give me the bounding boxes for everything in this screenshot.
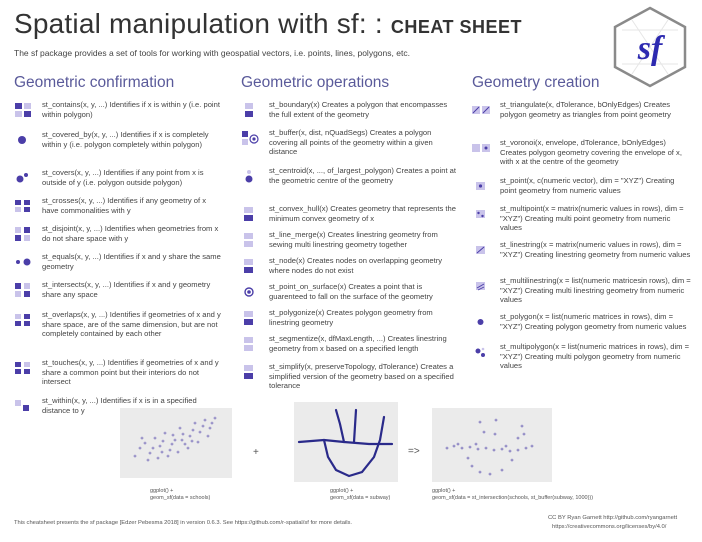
equals-icon [14,254,32,270]
caption-line: ggplot() + [330,488,354,494]
page-subtitle: The sf package provides a set of tools for working with geospatial vectors, i.e. points, lines, polygons, etc. [14,48,410,58]
footer-right-license: CC BY Ryan Garnett http://github.com/ryangarnett [548,515,678,521]
polygon-icon [472,314,490,330]
item-text: st_touches(x, y, ...) Identifies if geometries of x and y share a common point but their interiors do not intersect [42,358,219,387]
list-item [241,166,459,185]
list-item [14,100,222,119]
item-text: st_convex_hull(x) Creates geometry that represents the minimum convex geometry of x [269,204,456,223]
sf-hex-logo [612,6,688,88]
triangulate-icon [472,102,490,118]
list-item [472,312,692,331]
item-text: st_multipoint(x = matrix(numeric values in rows), dim = "XYZ") Creating multi point geometry from numeric values [500,204,684,233]
footer-left: This cheatsheet presents the sf package [Edzer Pebesma 2018] in version 0.6.3. See https://github.com/r-spatial/sf for more details. [14,520,353,526]
crosses-icon [14,198,32,214]
item-text: st_polygon(x = list(numeric matrices in rows), dim = "XYZ") Creating polygon geometry from numeric values [500,312,687,331]
multipolygon-icon [472,344,490,360]
item-text: st_voronoi(x, envelope, dTolerance, bOnlyEdges) Creates polygon geometry covering the envelope of x, with x at the centre of the geometry [500,138,682,167]
caption-line: ggplot() + [150,488,174,494]
list-item [472,240,692,259]
item-text: st_linestring(x = matrix(numeric values in rows), dim = "XYZ") Creating linestring geometry from numeric values [500,240,691,259]
disjoint-icon [14,226,32,242]
item-text: st_triangulate(x, dTolerance, bOnlyEdges) Creates polygon geometry as triangles from point geometry [500,100,671,119]
list-item [14,280,222,299]
caption-line: ggplot() + [432,488,456,494]
list-item [241,362,459,391]
segmentize-icon [241,336,259,352]
list-item [241,256,459,275]
boundary-icon [241,102,259,118]
list-item [14,358,222,387]
list-item [241,282,459,301]
item-text: st_covered_by(x, y, ...) Identifies if x is completely within y (i.e. polygon completely within polygon) [42,130,209,149]
multilinestring-icon [472,278,490,294]
list-item [472,138,692,167]
schools-points-graphic [120,408,232,478]
schools-caption [150,488,210,501]
node-icon [241,258,259,274]
centroid-icon [241,168,259,184]
intersection-plot [432,408,552,482]
page-title [14,8,522,40]
list-item [472,276,692,305]
heading-geometric-confirmation: Geometric confirmation [14,74,175,91]
item-text: st_multilinestring(x = list(numeric matricesin rows), dim = "XYZ") Creating multi linestring geometry from numeric values [500,276,691,305]
item-text: st_buffer(x, dist, nQuadSegs) Creates a polygon covering all points of the geometry within a given distance [269,128,433,157]
touches-icon [14,360,32,376]
intersection-caption [432,488,593,501]
item-text: st_contains(x, y, ...) Identifies if x is within y (i.e. point within polygon) [42,100,220,119]
overlaps-icon [14,312,32,328]
logo-text: sf [637,30,663,67]
line-merge-icon [241,232,259,248]
caption-line: geom_sf(data = schools) [150,494,211,501]
simplify-icon [241,364,259,380]
list-item [14,252,222,271]
within-icon [14,398,32,414]
subway-caption [330,488,390,501]
linestring-icon [472,242,490,258]
subway-lines-graphic [294,402,398,482]
item-text: st_centroid(x, ..., of_largest_polygon) Creates a point at the geometric centre of the geometry [269,166,456,185]
item-text: st_point(x, c(numeric vector), dim = "XYZ") Creating point geometry from numeric values [500,176,675,195]
title-main: Spatial manipulation with sf: : [14,8,383,39]
list-item [472,176,692,195]
item-text: st_intersects(x, y, ...) Identifies if x and y geometry share any space [42,280,211,299]
point-on-surface-icon [241,284,259,300]
arrow-sign: => [408,446,420,457]
footer-right-url: https://creativecommons.org/licenses/by/4.0/ [552,524,667,530]
item-text: st_disjoint(x, y, ...) Identifies when geometries from x do not share space with y [42,224,219,243]
list-item [14,130,222,149]
list-item [14,196,222,215]
contains-icon [14,102,32,118]
list-item [14,168,222,187]
voronoi-icon [472,140,490,156]
intersection-points-graphic [432,408,552,482]
list-item [241,334,459,353]
subway-plot [294,402,398,482]
list-item [241,204,459,223]
plus-sign: + [253,447,259,458]
item-text: st_segmentize(x, dfMaxLength, ...) Creates linestring geometry from x based on a specified length [269,334,447,353]
list-item [472,100,692,119]
point-icon [472,178,490,194]
item-text: st_equals(x, y, ...) Identifies if x and y share the same geometry [42,252,221,271]
item-text: st_multipolygon(x = list(numeric matrices in rows), dim = "XYZ") Creating multi polygon geometry from numeric values [500,342,690,371]
intersects-icon [14,282,32,298]
heading-geometry-creation: Geometry creation [472,74,600,91]
item-text: st_crosses(x, y, ...) Identifies if any geometry of x have commonalities with y [42,196,207,215]
caption-line: geom_sf(data = subway) [330,494,391,501]
list-item [472,342,692,371]
item-text: st_overlaps(x, y, ...) Identifies if geometries of x and y share space, are of the same dimension, but are not completely contained by each other [42,310,221,339]
list-item [14,224,222,243]
item-text: st_node(x) Creates nodes on overlapping geometry where nodes do not exist [269,256,443,275]
covered-by-icon [14,132,32,148]
caption-line: geom_sf(data = st_intersection(schools, st_buffer(subway, 1000))) [432,494,594,501]
item-text: st_within(x, y, ...) Identifies if x is in a specified distance to y [42,396,197,415]
polygonize-icon [241,310,259,326]
item-text: st_boundary(x) Creates a polygon that encompasses the full extent of the geometry [269,100,448,119]
item-text: st_polygonize(x) Creates polygon geometry from linestring geometry [269,308,433,327]
list-item [241,128,459,157]
item-text: st_simplify(x, preserveTopology, dTolerance) Creates a simplified version of the geometry based on a specified tolerance [269,362,454,391]
list-item [241,230,459,249]
item-text: st_line_merge(x) Creates linestring geometry from sewing multi linestring geometry together [269,230,438,249]
multipoint-icon [472,206,490,222]
title-sub: CHEAT SHEET [390,17,523,37]
buffer-icon [241,130,259,146]
schools-plot [120,408,232,478]
convex-hull-icon [241,206,259,222]
covers-icon [14,170,32,186]
list-item [472,204,692,233]
heading-geometric-operations: Geometric operations [241,74,390,91]
list-item [14,310,222,339]
list-item [241,308,459,327]
list-item [241,100,459,119]
item-text: st_point_on_surface(x) Creates a point that is guarenteed to fall on the surface of the geometry [269,282,433,301]
item-text: st_covers(x, y, ...) Identifies if any point from x is outside of y (i.e. polygon outside polygon) [42,168,204,187]
